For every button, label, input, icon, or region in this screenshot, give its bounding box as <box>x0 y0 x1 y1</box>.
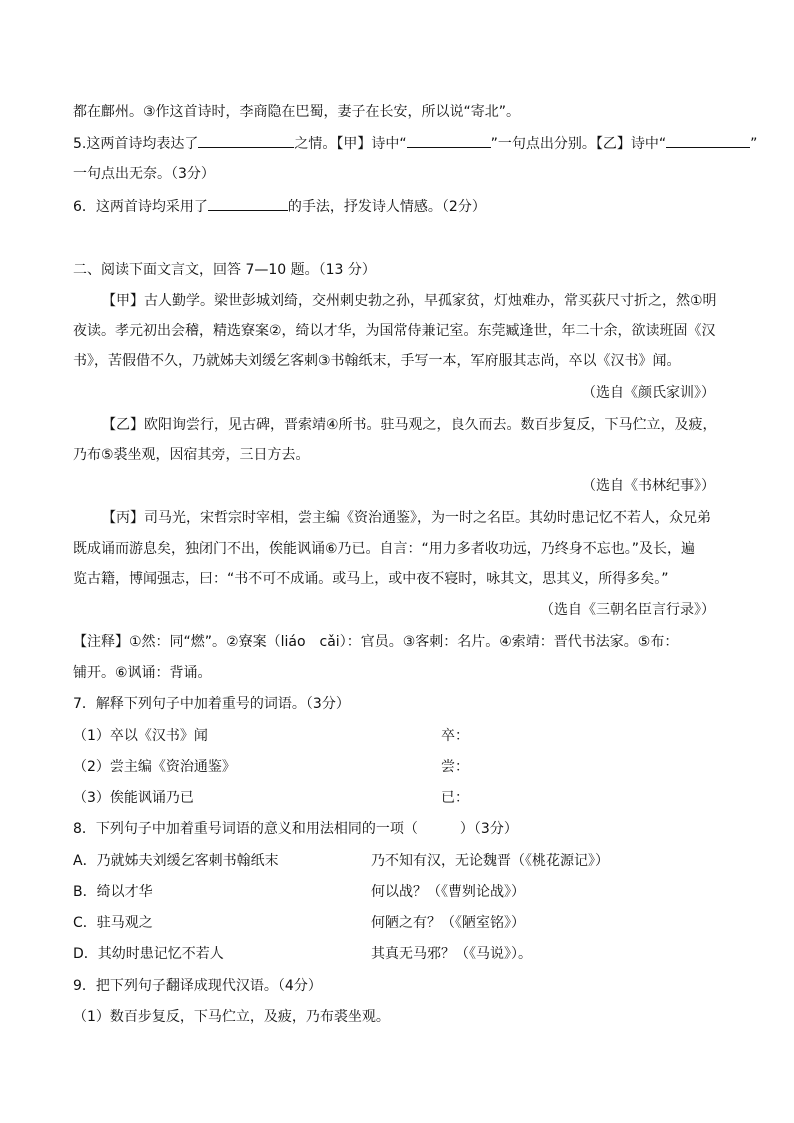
option-a[interactable]: A．乃就姊夫刘缓乞客刺书翰纸末 <box>73 853 279 869</box>
text-line: 都在鄜州。③作这首诗时，李商隐在巴蜀，妻子在长安，所以说“寄北”。 <box>73 104 521 120</box>
option-c[interactable]: C．驻马观之 <box>73 915 153 931</box>
question-5-cont: 一句点出无奈。（3分） <box>73 166 215 182</box>
answer-blank[interactable] <box>198 133 294 148</box>
passage-bing: 览古籍，博闻强志，曰：“书不可不成诵。或马上，或中夜不寝时，咏其文，思其义，所得多矣。” <box>73 571 669 587</box>
question-7-answer-label: 尝： <box>441 759 469 775</box>
question-8: 8．下列句子中加着重号词语的意义和用法相同的一项（ ）（3分） <box>73 821 518 837</box>
question-6-text: 6．这两首诗均采用了 <box>73 199 208 215</box>
passage-bing: 既成诵而游息矣，独闭门不出，俟能讽诵⑥乃已。自言：“用力多者收功远，乃终身不忘也。”及长，遍 <box>73 541 696 557</box>
question-5-text: 之情。【甲】诗中“ <box>294 136 407 152</box>
passage-yi: 【乙】欧阳询尝行，见古碑，晋索靖④所书。驻马观之，良久而去。数百步复反，下马伫立，及疲， <box>102 417 717 433</box>
question-5-text: 5.这两首诗均表达了 <box>73 136 199 152</box>
option-c-compare: 何陋之有？（《陋室铭》） <box>371 915 525 931</box>
option-d-compare: 其真无马邪？（《马说》）。 <box>371 946 532 962</box>
question-9-item: （1）数百步复反，下马伫立，及疲，乃布裘坐观。 <box>73 1009 390 1025</box>
answer-blank[interactable] <box>208 196 288 211</box>
passage-jia: 【甲】古人勤学。梁世彭城刘绮，交州刺史勃之孙，早孤家贫，灯烛难办，常买荻尺寸折之，然①明 <box>102 293 717 309</box>
source-citation: （选自《颜氏家训》） <box>582 385 715 401</box>
option-a-compare: 乃不知有汉，无论魏晋（《桃花源记》） <box>371 853 609 869</box>
annotation-notes: 铺开。⑥讽诵：背诵。 <box>73 665 212 681</box>
question-6 <box>73 196 486 217</box>
answer-blank[interactable] <box>407 133 491 148</box>
source-citation: （选自《书林纪事》） <box>582 478 715 494</box>
question-7-item: （2）尝主编《资治通鉴》 <box>73 759 236 775</box>
passage-jia: 夜读。孝元初出会稽，精选寮案②，绮以才华，为国常侍兼记室。东莞臧逢世，年二十余，欲读班固《汉 <box>73 323 716 339</box>
question-7-answer-label: 已： <box>441 790 469 806</box>
passage-yi: 乃布⑤裘坐观，因宿其旁，三日方去。 <box>73 447 310 463</box>
question-6-text: 的手法，抒发诗人情感。（2分） <box>287 199 486 215</box>
question-7-item: （3）俟能讽诵乃已 <box>73 790 194 806</box>
passage-jia: 书》，苦假借不久，乃就姊夫刘缓乞客刺③书翰纸末，手写一本，军府服其志尚，卒以《汉书》闻。 <box>73 353 681 369</box>
option-b-compare: 何以战？（《曹刿论战》） <box>371 884 525 900</box>
question-5-text: ”一句点出分别。【乙】诗中“ <box>490 136 667 152</box>
question-7-answer-label: 卒： <box>441 728 469 744</box>
option-d[interactable]: D．其幼时患记忆不若人 <box>73 946 224 962</box>
option-b[interactable]: B．绮以才华 <box>73 884 153 900</box>
question-9: 9．把下列句子翻译成现代汉语。（4分） <box>73 978 322 994</box>
question-7-item: （1）卒以《汉书》闻 <box>73 728 208 744</box>
question-5-text: ” <box>750 136 758 152</box>
answer-blank[interactable] <box>666 133 750 148</box>
question-5 <box>73 133 757 154</box>
question-7: 7．解释下列句子中加着重号的词语。（3分） <box>73 696 350 712</box>
source-citation: （选自《三朝名臣言行录》） <box>540 602 715 618</box>
section-2-heading: 二、阅读下面文言文，回答 7—10 题。（13 分） <box>73 262 376 278</box>
annotation-notes: 【注释】①然：同“燃”。②寮案（liáo cǎi）：官员。③客刺：名片。④索靖：晋代书法家。⑤布： <box>73 634 679 650</box>
passage-bing: 【丙】司马光，宋哲宗时宰相，尝主编《资治通鉴》，为一时之名臣。其幼时患记忆不若人，众兄弟 <box>102 510 711 526</box>
